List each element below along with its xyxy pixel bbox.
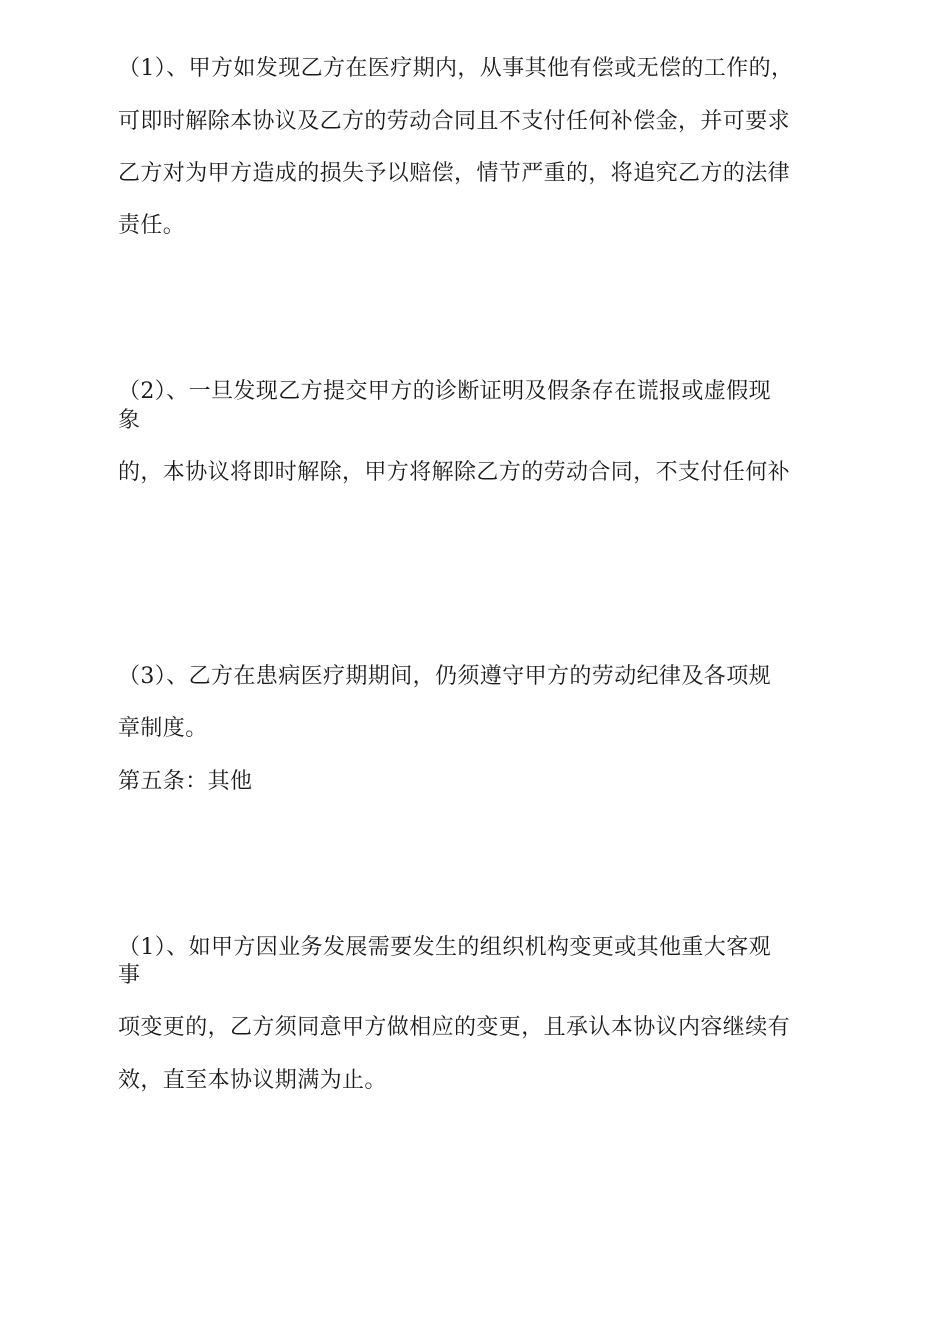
clause-2-line-1: （2）、一旦发现乙方提交甲方的诊断证明及假条存在谎报或虚假现 [118,379,771,404]
article-5-clause-1-line-3: 项变更的，乙方须同意甲方做相应的变更，且承认本协议内容继续有 [118,1015,791,1040]
article-5-heading: 第五条：其他 [118,769,253,794]
clause-1-line-3: 乙方对为甲方造成的损失予以赔偿，情节严重的，将追究乙方的法律 [118,161,791,186]
clause-3-line-2: 章制度。 [118,716,208,741]
clause-2-line-2: 象 [118,408,141,433]
clause-1-line-4: 责任。 [118,213,186,238]
article-5-clause-1-line-2: 事 [118,963,141,988]
clause-2-line-3: 的，本协议将即时解除，甲方将解除乙方的劳动合同，不支付任何补 [118,460,791,485]
clause-1-line-1: （1）、甲方如发现乙方在医疗期内，从事其他有偿或无偿的工作的， [118,56,794,81]
clause-1-line-2: 可即时解除本协议及乙方的劳动合同且不支付任何补偿金，并可要求 [118,109,791,134]
article-5-clause-1-line-4: 效，直至本协议期满为止。 [118,1068,387,1093]
article-5-clause-1-line-1: （1）、如甲方因业务发展需要发生的组织机构变更或其他重大客观 [118,935,771,960]
clause-3-line-1: （3）、乙方在患病医疗期期间，仍须遵守甲方的劳动纪律及各项规 [118,664,771,689]
